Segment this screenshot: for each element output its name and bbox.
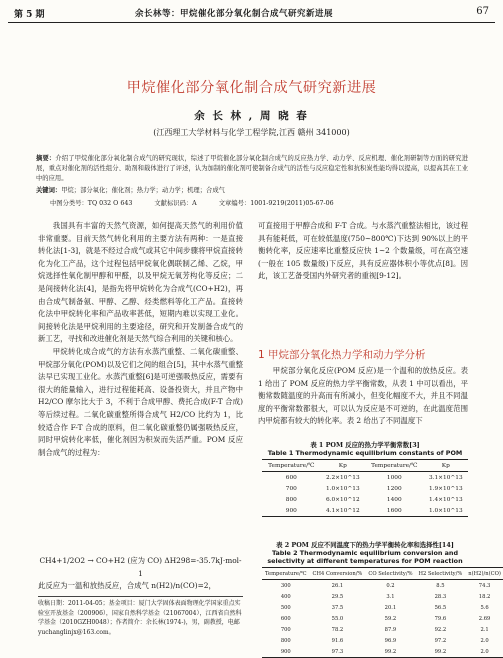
right-column-continued	[258, 365, 468, 428]
table-cell: 8.5	[436, 582, 445, 589]
table-cell: 29.5	[331, 593, 344, 600]
table-2-grid	[262, 567, 503, 658]
table-1-grid	[262, 459, 468, 517]
table-row	[262, 624, 503, 635]
reaction-formula-block	[38, 555, 243, 593]
table-cell: 2.2×10^13	[325, 474, 360, 481]
column-header: CO Selectivity/%	[368, 570, 413, 577]
table-cell: 3.1×10^13	[428, 474, 463, 481]
table-cell: 2.1	[480, 626, 489, 633]
running-title: 余长林等：甲烷催化部分氧化制合成气研究新进展	[135, 9, 334, 19]
clc-number: 中图分类号：TQ 032 O 643	[50, 200, 133, 207]
table-cell: 5.6	[480, 604, 489, 611]
body-paragraph: 甲烷部分氧化反应(POM 反应)是一个温和的放热反应。表 1 给出了 POM 反应的热力学平衡常数，从表 1 中可以看出，平衡常数随温度的升高而有所减小，但变化幅度不大，并且不同温度的平衡常数都很大，可以认为反应是不可逆的，在此温度范围内甲烷都有较大的转化率。表 2 给出了不同温度下	[258, 366, 468, 426]
column-header: CH4 Conversion/%	[312, 570, 363, 577]
classification-row	[50, 198, 480, 207]
table-2-caption-zh: 表 2 POM 反应不同温度下的热力学平衡转化率和选择性[14]	[276, 541, 454, 549]
table-cell: 96.9	[384, 637, 397, 644]
table-cell: 300	[280, 582, 291, 589]
table-cell: 99.2	[384, 648, 397, 655]
formula-tail-text: 此反应为一温和放热反应，合成气 n(H2)/n(CO)=2，	[38, 581, 216, 591]
table-cell: 0.2	[386, 582, 395, 589]
table-cell: 1000	[386, 474, 402, 481]
table-cell: 1.0×10^13	[428, 507, 463, 514]
table-cell: 20.1	[384, 604, 397, 611]
keywords-label: 关键词：	[36, 187, 62, 194]
table-row	[262, 635, 503, 646]
table-2	[262, 540, 501, 658]
table-cell: 800	[285, 496, 297, 503]
table-cell: 500	[280, 604, 291, 611]
table-cell: 600	[280, 615, 291, 622]
keywords	[36, 185, 468, 194]
reaction-equation: CH4+1/2O2 → CO+H2 (应为 CO) ΔH298=-35.7kJ·mol-1	[39, 556, 242, 578]
table-cell: 2.0	[480, 637, 489, 644]
table-2-caption	[262, 540, 468, 565]
left-column	[38, 220, 243, 459]
table-row	[262, 505, 468, 517]
table-cell: 4.1×10^12	[325, 507, 360, 514]
table-row	[262, 613, 503, 624]
footnote: 收稿日期：2011-04-05；基金项目：厦门大学固体表面物理化学国家重点实验室开放基金（200906），国家自然科学基金（21067004），江西省自然科学基金（2010GZH0048）；作者简介：余长林(1974-)，男，副教授，电邮 yuchanglinjx@163.com。	[38, 596, 243, 637]
table-cell: 1.0×10^13	[325, 485, 360, 492]
table-cell: 56.5	[434, 604, 447, 611]
table-cell: 99.2	[434, 648, 447, 655]
table-row	[262, 494, 468, 505]
table-cell: 26.1	[331, 582, 344, 589]
table-cell: 78.2	[331, 626, 344, 633]
table-cell: 37.5	[331, 604, 344, 611]
header-rule	[8, 22, 495, 23]
table-cell: 1200	[386, 485, 402, 492]
document-code: 文献标识码：A	[154, 200, 197, 207]
table-row	[262, 580, 503, 592]
table-cell: 700	[280, 626, 291, 633]
table-cell: 59.2	[384, 615, 397, 622]
table-cell: 3.1	[386, 593, 395, 600]
table-cell: 97.2	[434, 637, 447, 644]
table-2-caption-en: Table 2 Thermodynamic equilibrium conversion and selectivity at different temperatures for POM reaction	[267, 549, 463, 565]
table-cell: 800	[280, 637, 291, 644]
running-header	[0, 0, 503, 26]
table-cell: 28.3	[434, 593, 447, 600]
table-cell: 1400	[386, 496, 402, 503]
issue-label: 第 5 期	[14, 10, 45, 20]
article-title: 甲烷催化部分氧化制合成气研究新进展	[126, 80, 377, 96]
table-cell: 1.4×10^13	[428, 496, 463, 503]
table-1-caption-en: Table 1 Thermodynamic equilibrium constants of POM	[267, 449, 463, 457]
right-column	[258, 220, 468, 283]
table-cell: 6.0×10^12	[325, 496, 360, 503]
table-cell: 74.3	[478, 582, 491, 589]
column-header: Temperature/℃	[371, 462, 418, 469]
abstract-label: 摘要：	[36, 155, 56, 162]
table-cell: 79.6	[434, 615, 447, 622]
column-header: Kp	[338, 462, 347, 469]
column-header: H2 Selectivity/%	[418, 570, 463, 577]
table-cell: 97.3	[331, 648, 344, 655]
table-cell: 87.9	[384, 626, 397, 633]
table-1	[262, 440, 468, 517]
abstract-text: 介绍了甲烷催化部分氧化制合成气的研究现状，综述了甲烷催化部分氧化制合成气的反应热力学、动力学、反应机理、催化剂研制等方面的研究进展，重点对催化剂的活性组分、助剂和载体进行了评述，认为加制的催化剂可使制备合成气的活性与反应稳定性和抗积炭性能均得以提高，以提高其在工业中的应用。	[36, 155, 469, 182]
table-cell: 2.69	[478, 615, 491, 622]
table-cell: 92.2	[434, 626, 447, 633]
column-header: Temperature/℃	[268, 462, 315, 469]
table-cell: 18.2	[478, 593, 491, 600]
section-heading: 1 甲烷部分氧化热力学和动力学分析	[258, 349, 426, 361]
table-cell: 2.0	[480, 648, 489, 655]
abstract	[36, 154, 468, 184]
article-number: 文章编号：1001-9219(2011)05-67-06	[218, 200, 334, 207]
body-paragraph: 甲烷转化成合成气的方法有水蒸汽重整、二氧化碳重整、甲烷部分氧化(POM)以及它们之间的组合[5]，其中水蒸气重整法早已实现工业化。水蒸汽重整[6]是可逆强吸热反应，需要有很大的能量输入，进行过程能耗高、设备投资大，并且产物中 H2/CO 摩尔比大于 3，不利于合成甲醇、费托合成(F-T 合成)等后续过程。二氧化碳重整所得合成气 H2/CO 比约为 1，比较适合作 F-T 合成的原料，但二氧化碳重整仍属强吸热反应，同时甲烷转化率低，催化剂因为积炭而失活严重。POM 反应制合成气的过程为：	[38, 346, 243, 457]
keywords-text: 甲烷；部分氧化；催化剂；热力学；动力学；机理；合成气	[61, 187, 225, 194]
table-cell: 600	[285, 474, 297, 481]
table-header-row	[262, 460, 468, 472]
table-1-caption-zh: 表 1 POM 反应的热力学平衡常数[3]	[310, 441, 420, 449]
table-row	[262, 591, 503, 602]
column-header: Kp	[441, 462, 450, 469]
table-1-caption	[262, 440, 468, 457]
table-cell: 400	[280, 593, 291, 600]
table-row	[262, 472, 468, 484]
table-row	[262, 646, 503, 658]
body-paragraph: 可直接用于甲醇合成和 F-T 合成。与水蒸汽重整法相比，该过程具有能耗低，可在较低温度(750~800℃)下达到 90%以上的平衡转化率，反应速率比重整反应快 1~2 个数量级，可在高空速(一般在 105 数量级)下反应，具有反应器体积小等优点[8]。因此，该工艺备受国内外研究者的重视[9-12]。	[258, 221, 468, 281]
table-cell: 700	[285, 485, 297, 492]
page-number: 67	[476, 6, 489, 17]
table-header-row	[262, 568, 503, 580]
column-header: n(H2)/n(CO)	[468, 570, 501, 577]
table-cell: 91.6	[331, 637, 344, 644]
table-cell: 55.0	[331, 615, 344, 622]
table-cell: 1.9×10^13	[428, 485, 463, 492]
table-row	[262, 483, 468, 494]
authors: 余 长 林 , 周 晓 春	[194, 110, 309, 122]
body-paragraph: 我国具有丰富的天然气资源，如何提高天然气的利用价值非常重要。目前天然气转化利用的主要方法有两种：一是直接转化法[1-3]，就是不经过合成气或其它中间步骤将甲烷直接转化为化工产品，这个过程包括甲烷氧化偶联制乙烯、乙烷，甲烷选择性氧化制甲醇和甲醛，以及甲烷无氧芳构化等反应；二是间接转化法[4]，是指先将甲烷转化为合成气(CO+H2)，再由合成气制备氨、甲醇、乙醇、烃类燃料等化工产品。直接转化法中甲烷转化率和产品收率甚低，短期内难以实现工业化。间接转化法是甲烷利用的主要途径，研究和开发制备合成气的新工艺，寻找和改进催化剂是天然气综合利用的关键和核心。	[38, 221, 243, 344]
column-header: Temperature/℃	[265, 570, 307, 577]
table-row	[262, 602, 503, 613]
table-cell: 1600	[386, 507, 402, 514]
affiliation: (江西理工大学材料与化学工程学院,江西 赣州 341000)	[153, 128, 350, 137]
table-cell: 900	[285, 507, 297, 514]
table-cell: 900	[280, 648, 291, 655]
